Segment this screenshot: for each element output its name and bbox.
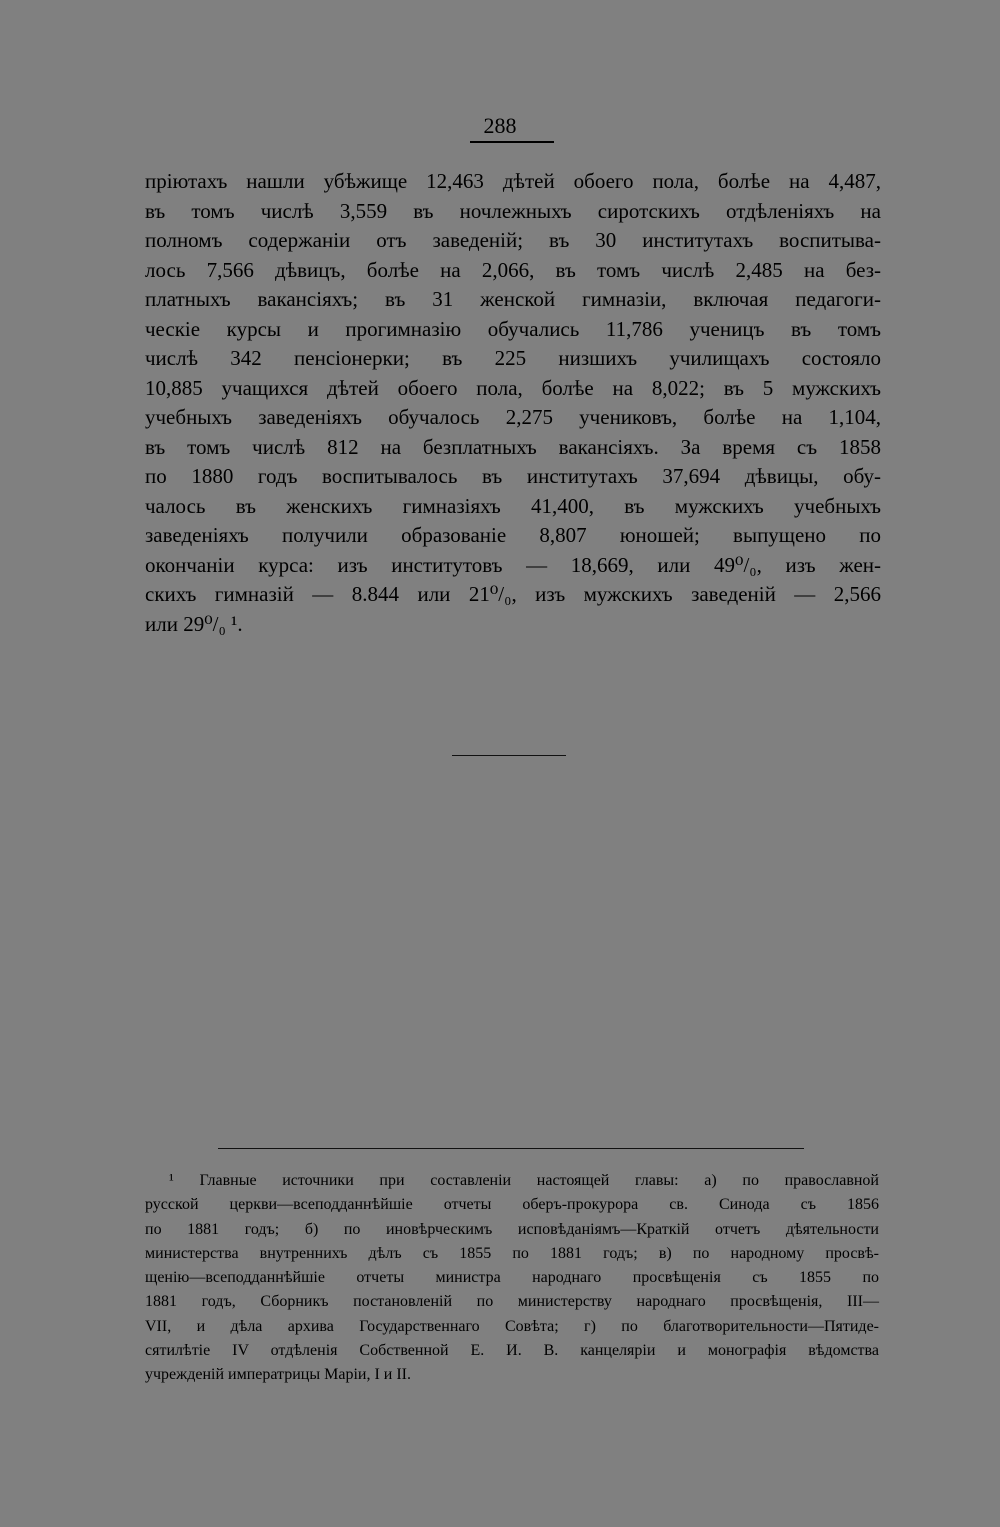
footnote-line: русской церкви—всеподданнѣйшіе отчеты оберъ-прокурора св. Синода съ 1856 (145, 1196, 879, 1214)
footnote-line: по 1881 годъ; б) по иновѣрческимъ исповѣданіямъ—Краткій отчетъ дѣятельности (145, 1220, 879, 1238)
text-line: по 1880 годъ воспитывалось въ институтахъ 37,694 дѣвицы, обу- (145, 464, 881, 488)
text-line: учебныхъ заведеніяхъ обучалось 2,275 учениковъ, болѣе на 1,104, (145, 405, 881, 429)
text-line: лось 7,566 дѣвицъ, болѣе на 2,066, въ томъ числѣ 2,485 на без- (145, 257, 881, 282)
text-line: полномъ содержаніи отъ заведеній; въ 30 институтахъ воспитыва- (145, 228, 881, 252)
footnote-line: 1881 годъ, Сборникъ постановленій по министерству народнаго просвѣщенія, III— (145, 1293, 879, 1311)
text-line: въ томъ числѣ 3,559 въ ночлежныхъ сиротскихъ отдѣленіяхъ на (145, 198, 881, 223)
footnote-line: сятилѣтіе IV отдѣленія Собственной Е. И. В. канцеляріи и монографія вѣдомства (145, 1342, 879, 1360)
text-line: чалось въ женскихъ гимназіяхъ 41,400, въ мужскихъ учебныхъ (145, 493, 881, 518)
page-number-rule (470, 141, 554, 143)
text-line: числѣ 342 пенсіонерки; въ 225 низшихъ училищахъ состояло (145, 346, 881, 370)
text-line: скихъ гимназій — 8.844 или 21⁰/₀, изъ мужскихъ заведеній — 2,566 (145, 582, 881, 606)
text-line: заведеніяхъ получили образованіе 8,807 юношей; выпущено по (145, 523, 881, 547)
main-text (145, 167, 881, 639)
text-line: или 29⁰/₀ ¹. (145, 611, 243, 636)
footnote-line: учрежденій императрицы Маріи, I и II. (145, 1366, 411, 1384)
footnote-line: VII, и дѣла архива Государственнаго Совѣта; г) по благотворительности—Пятиде- (145, 1317, 879, 1335)
footnote-line: министерства внутреннихъ дѣлъ съ 1855 по 1881 годъ; в) по народному просвѣ- (145, 1244, 879, 1262)
footnote-line: щенію—всеподданнѣйшіе отчеты министра народнаго просвѣщенія съ 1855 по (145, 1269, 879, 1287)
page-number: 288 (483, 113, 517, 138)
text-line: окончаніи курса: изъ институтовъ — 18,669, или 49⁰/₀, изъ жен- (145, 552, 881, 577)
text-line: платныхъ вакансіяхъ; въ 31 женской гимназіи, включая педагоги- (145, 287, 881, 311)
text-line: въ томъ числѣ 812 на безплатныхъ вакансіяхъ. За время съ 1858 (145, 434, 881, 459)
text-line: ческіе курсы и прогимназію обучались 11,786 ученицъ въ томъ (145, 316, 881, 341)
footnote (145, 1169, 879, 1388)
footnote-rule (218, 1148, 804, 1149)
text-line: 10,885 учащихся дѣтей обоего пола, болѣе на 8,022; въ 5 мужскихъ (145, 375, 881, 400)
text-line: пріютахъ нашли убѣжище 12,463 дѣтей обоего пола, болѣе на 4,487, (145, 169, 881, 193)
footnote-line: ¹ Главные источники при составленіи настоящей главы: а) по православной (169, 1172, 879, 1189)
section-end-rule (452, 755, 566, 756)
